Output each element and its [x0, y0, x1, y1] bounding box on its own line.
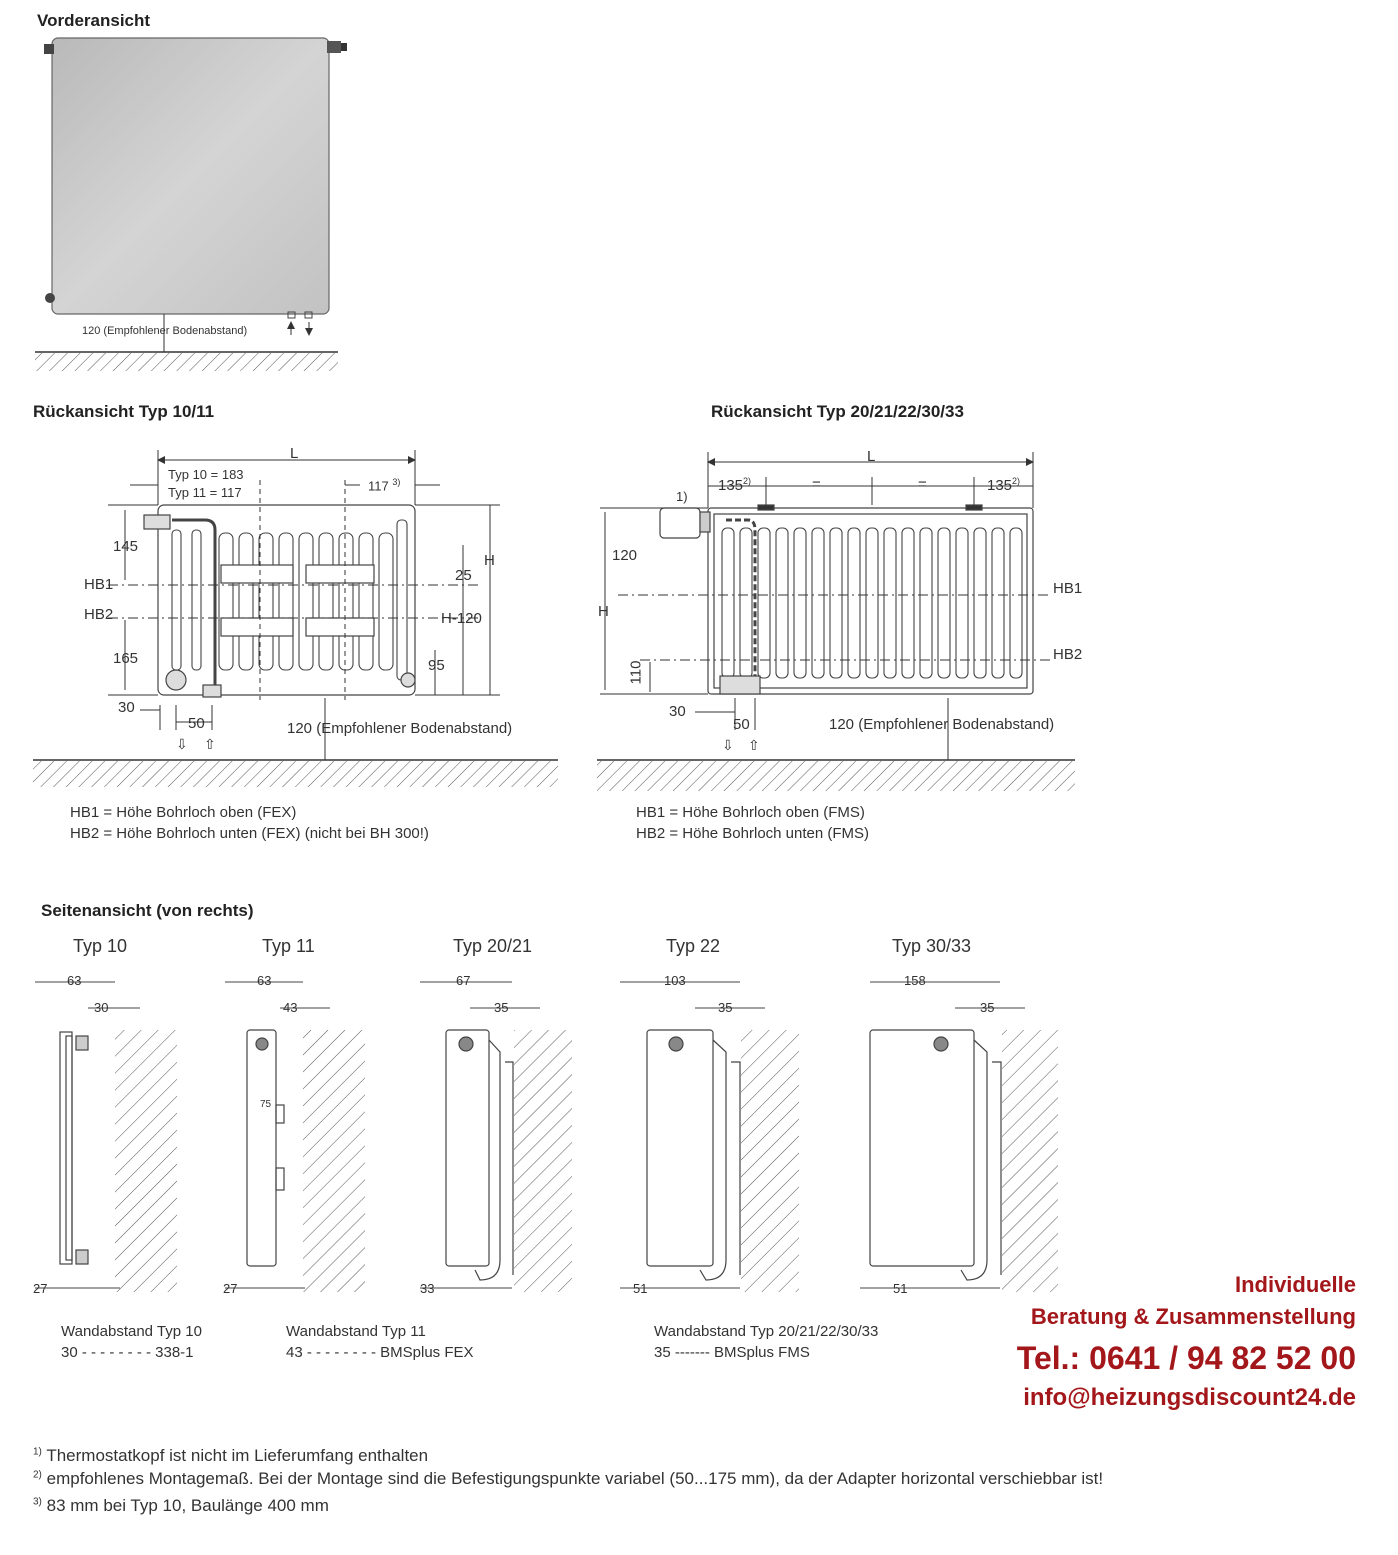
dim-typ10: Typ 10 = 183	[168, 467, 244, 482]
dim-30: 30	[118, 699, 135, 716]
typ-22-wall: 35	[718, 1000, 733, 1015]
legend-20-33	[636, 802, 869, 844]
dim-hb1: HB1	[84, 576, 114, 593]
contact-email[interactable]: info@heizungsdiscount24.de	[1023, 1384, 1356, 1411]
typ-30-33-wall: 35	[980, 1000, 995, 1015]
typ-30-33-bottom: 51	[893, 1281, 908, 1296]
dim-L-2: L	[867, 448, 876, 465]
typ-11-wall: 43	[283, 1000, 298, 1015]
footnote-2: $^{2)}$ empfohlenes Montagemaß. Bei der Montage sind die Befestigungspunkte variabel (50...175 mm), da der Adapter horizontal verschiebbar ist!	[33, 1469, 1104, 1488]
legend-hb1-fex: HB1 = Höhe Bohrloch oben (FEX)	[70, 804, 297, 821]
svg-text:⇧: ⇧	[204, 736, 216, 752]
contact-line1: Individuelle	[1234, 1272, 1356, 1297]
dim-25: 25	[455, 567, 472, 584]
typ-20-21-label: Typ 20/21	[453, 936, 533, 956]
dim-L: L	[290, 445, 299, 462]
rear-radiator-20-33	[660, 505, 1033, 694]
dim-eq-2: =	[918, 476, 927, 493]
svg-text:⇩: ⇩	[722, 737, 734, 753]
wall-note-20-33	[654, 1321, 878, 1363]
wall-note-20-33-line2: 35 ------- BMSplus FMS	[654, 1344, 810, 1361]
dim-30-2: 30	[669, 703, 686, 720]
dim-h120: H-120	[441, 610, 482, 627]
dim-50: 50	[188, 715, 205, 732]
dimensions-10-11	[108, 450, 500, 760]
typ-20-21-depth: 67	[456, 973, 471, 988]
wall-note-20-33-line1: Wandabstand Typ 20/21/22/30/33	[654, 1323, 879, 1340]
typ-10-wall: 30	[94, 1000, 109, 1015]
typ-11-bottom: 27	[223, 1281, 238, 1296]
dim-135-right: 135$^{2)}$	[987, 476, 1021, 494]
footnote-1: $^{1)}$ Thermostatkopf ist nicht im Lieferumfang enthalten	[33, 1446, 429, 1465]
floor-20-33	[597, 737, 1075, 791]
front-floor-label: 120 (Empfohlener Bodenabstand)	[82, 325, 248, 337]
typ-11-label: Typ 11	[262, 936, 315, 956]
dim-h: H	[484, 552, 495, 569]
wall-note-11-line2: 43 - - - - - - - - BMSplus FEX	[286, 1344, 474, 1361]
rear-view-20-33-title: Rückansicht Typ 20/21/22/30/33	[711, 402, 964, 421]
dim-50-2: 50	[733, 716, 750, 733]
dim-110: 110	[627, 660, 645, 685]
contact-line2: Beratung & Zusammenstellung	[1030, 1304, 1356, 1329]
dim-typ11: Typ 11 = 117	[168, 485, 242, 500]
front-radiator	[44, 38, 347, 352]
dim-fn1: 1)	[676, 489, 688, 504]
dim-95: 95	[428, 657, 445, 674]
rear-radiator-10-11	[144, 505, 415, 697]
front-view-title: Vorderansicht	[37, 11, 151, 30]
svg-text:⇧: ⇧	[748, 737, 760, 753]
front-floor	[35, 352, 338, 371]
side-view-title: Seitenansicht (von rechts)	[41, 901, 254, 920]
svg-text:⇩: ⇩	[176, 736, 188, 752]
side-typ-30-33	[860, 982, 1058, 1292]
legend-hb1-fms: HB1 = Höhe Bohrloch oben (FMS)	[636, 804, 865, 821]
rear-view-10-11-title: Rückansicht Typ 10/11	[33, 402, 215, 421]
typ-10-bottom: 27	[33, 1281, 48, 1296]
side-typ-10	[35, 982, 177, 1292]
dim-120: 120	[612, 547, 638, 564]
dim-145: 145	[113, 538, 139, 555]
dim-h-2: H	[598, 603, 609, 620]
wall-note-10-line1: Wandabstand Typ 10	[61, 1323, 202, 1340]
typ-10-label: Typ 10	[73, 936, 128, 956]
typ-22-label: Typ 22	[666, 936, 721, 956]
typ-20-21-wall: 35	[494, 1000, 509, 1015]
side-typ-20-21	[420, 982, 572, 1292]
wall-note-10-line2: 30 - - - - - - - - 338-1	[61, 1344, 194, 1361]
legend-10-11	[70, 802, 429, 844]
dim-117: 117 $^{3)}$	[368, 477, 401, 494]
floor-label-10-11: 120 (Empfohlener Bodenabstand)	[287, 720, 513, 737]
typ-20-21-bottom: 33	[420, 1281, 435, 1296]
typ-22-depth: 103	[664, 973, 686, 988]
dim-165: 165	[113, 650, 139, 667]
side-typ-22	[620, 982, 799, 1292]
floor-label-20-33: 120 (Empfohlener Bodenabstand)	[829, 716, 1055, 733]
footnote-3: $^{3)}$ 83 mm bei Typ 10, Baulänge 400 mm	[33, 1496, 329, 1515]
typ-11-extra: 75	[260, 1099, 272, 1110]
typ-22-bottom: 51	[633, 1281, 648, 1296]
typ-30-33-depth: 158	[904, 973, 926, 988]
typ-11-depth: 63	[257, 973, 272, 988]
dim-hb2: HB2	[84, 606, 114, 623]
typ-10-depth: 63	[67, 973, 82, 988]
wall-note-10	[61, 1321, 202, 1363]
floor-10-11	[33, 736, 558, 787]
dim-hb2-2: HB2	[1053, 646, 1083, 663]
legend-hb2-fms: HB2 = Höhe Bohrloch unten (FMS)	[636, 825, 870, 842]
dimensions-20-33	[600, 452, 1050, 760]
side-typ-11	[225, 982, 365, 1292]
dim-135-left: 135$^{2)}$	[718, 476, 752, 494]
wall-note-11	[286, 1321, 474, 1363]
legend-hb2-fex: HB2 = Höhe Bohrloch unten (FEX) (nicht bei BH 300!)	[70, 825, 429, 842]
contact-phone[interactable]: Tel.: 0641 / 94 82 52 00	[1016, 1340, 1356, 1376]
dim-eq-1: =	[812, 476, 821, 493]
dim-hb1-2: HB1	[1053, 580, 1083, 597]
typ-30-33-label: Typ 30/33	[892, 936, 972, 956]
wall-note-11-line1: Wandabstand Typ 11	[286, 1323, 426, 1340]
